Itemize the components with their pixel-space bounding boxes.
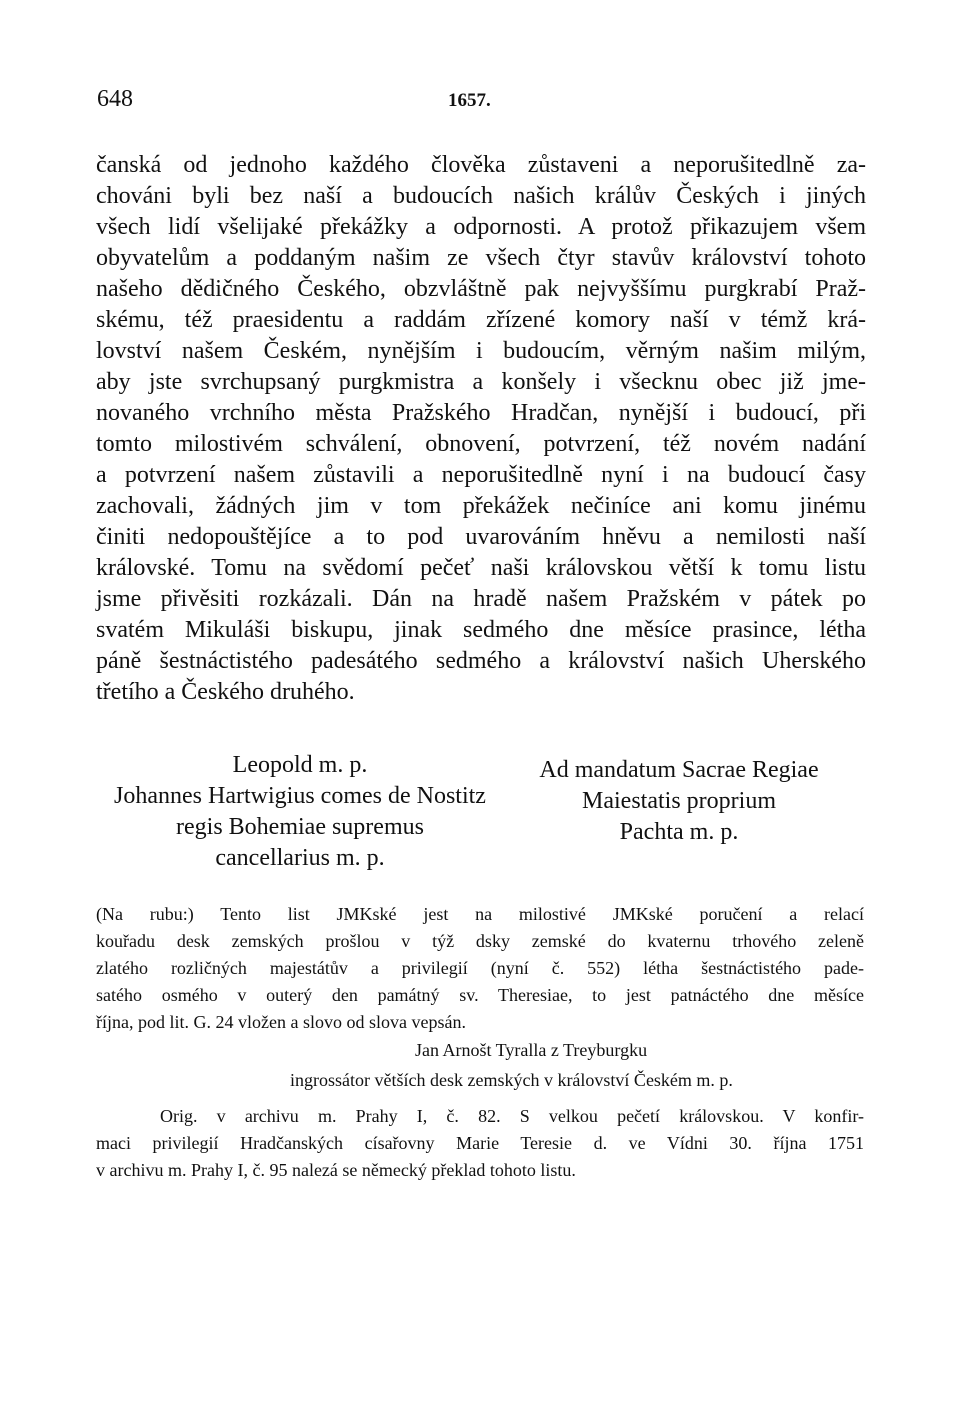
text-line: a potvrzení našem zůstavili a neporušitedlně nyní i na budoucí časy [96,462,866,488]
signature-line: Leopold m. p. [232,752,368,778]
text-line: královské. Tomu na svědomí pečeť naši královskou větší k tomu listu [96,555,866,581]
text-line: čanská od jednoho každého člověka zůstaveni a neporušitedlně za- [96,152,866,178]
note-line: října, pod lit. G. 24 vložen a slovo od slova vepsán. [96,1012,466,1032]
text-line: zachovali, žádných jim v tom překážek nečiníce ani komu jinému [96,493,866,519]
signature-line: cancellarius m. p. [215,845,385,871]
text-line: všech lidí všelijaké překážky a odpornosti. A protož přikazujem všem [96,214,866,240]
text-line: tomto milostivém schválení, obnovení, potvrzení, též novém nadání [96,431,866,457]
text-line: činiti nedopouštějíce a to pod uvarováním hněvu a nemilosti naší [96,524,866,550]
origin-line: Orig. v archivu m. Prahy I, č. 82. S velkou pečetí královskou. V konfir- [160,1106,864,1126]
text-line: našeho dědičného Českého, obzvláštně pak nejvyššímu purgkrabí Praž- [96,276,866,302]
origin-line: maci privilegií Hradčanských císařovny Marie Teresie d. ve Vídni 30. října 1751 [96,1133,864,1153]
page-number: 648 [97,86,133,112]
signature-block-left [96,750,504,874]
signature-line: Pachta m. p. [619,819,739,845]
text-line: páně šestnáctistého padesátého sedmého a království našich Uherského [96,648,866,674]
text-line: jsme přivěsiti rozkázali. Dán na hradě našem Pražském v pátek po [96,586,866,612]
origin-note-block [96,1103,864,1184]
signature-block-right [516,755,842,848]
signature-line: regis Bohemiae supremus [176,814,424,840]
note-signer-title: ingrossátor větších desk zemských v království Českém m. p. [290,1070,733,1090]
text-line: lovství našem Českém, nynějším i budoucím, věrným našim milým, [96,338,866,364]
note-line: satého osmého v outerý den památný sv. Theresiae, to jest patnáctého dne měsíce [96,985,864,1005]
signature-line: Maiestatis proprium [582,788,776,814]
text-line: chováni byli bez naší a budoucích našich králův Českých i jiných [96,183,866,209]
signature-line: Johannes Hartwigius comes de Nostitz [114,783,486,809]
text-line: skému, též praesidentu a raddám zřízené komory naší v témž krá- [96,307,866,333]
main-text-block [96,150,866,708]
text-line: novaného vrchního města Pražského Hradčan, nynější i budoucí, při [96,400,866,426]
note-line: kouřadu desk zemských prošlou v týž dsky zemské do kvaternu trhového zeleně [96,931,864,951]
note-line: zlatého rozličných majestátův a privilegií (nyní č. 552) létha šestnáctistého pade- [96,958,864,978]
text-line: svatém Mikuláši biskupu, jinak sedmého dne měsíce prasince, létha [96,617,866,643]
signature-line: Ad mandatum Sacrae Regiae [539,757,819,783]
origin-line: v archivu m. Prahy I, č. 95 nalezá se německý překlad tohoto listu. [96,1160,576,1180]
text-line: třetího a Českého druhého. [96,679,355,705]
text-line: obyvatelům a poddaným našim ze všech čtyr stavův království tohoto [96,245,866,271]
margin-note-block [96,901,864,1036]
note-signer-name: Jan Arnošt Tyralla z Treyburgku [415,1040,648,1060]
text-line: aby jste svrchupsaný purgkmistra a konšely i všecknu obec již jme- [96,369,866,395]
note-line: (Na rubu:) Tento list JMKské jest na milostivé JMKské poručení a relací [96,904,864,924]
running-head-year: 1657. [448,90,491,111]
